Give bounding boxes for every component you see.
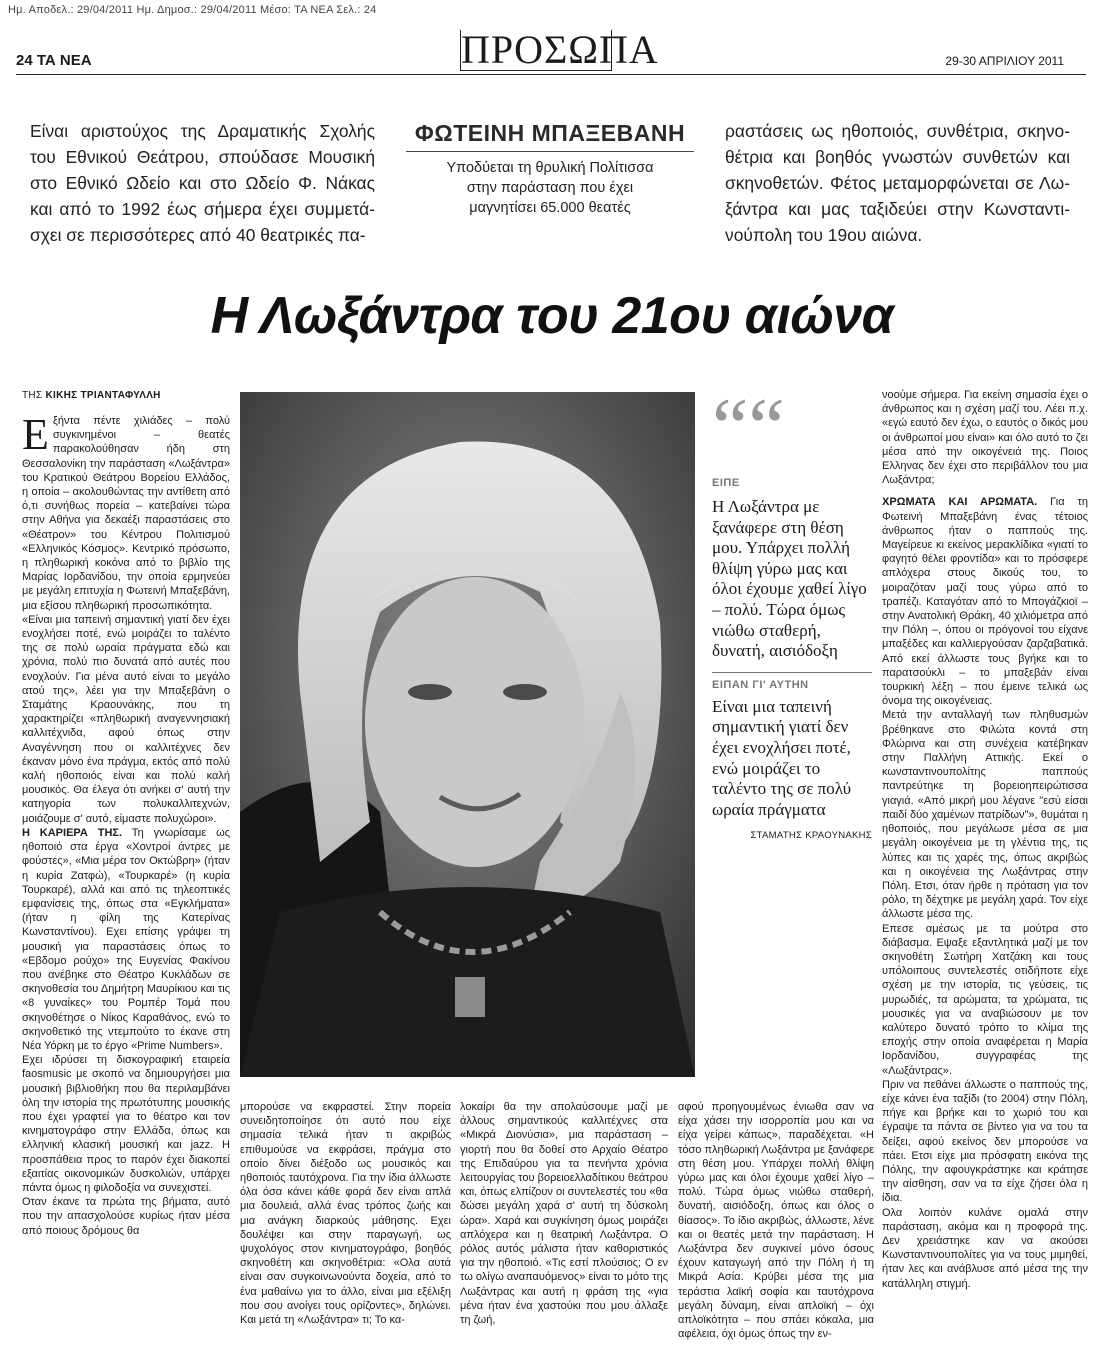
byline-prefix: ΤΗΣ [22, 390, 46, 401]
quote-label-said: ΕΙΠΕ [712, 477, 740, 489]
quote-attribution: ΣΤΑΜΑΤΗΣ ΚΡΑΟΥΝΑΚΗΣ [750, 830, 872, 842]
quote-text-said: Η Λωξάντρα με ξανάφερε στη θέση μου. Υπάρχει πολλή θλίψη γύρω μας και όλοι έχουμε χαθεί λίγο – πολύ. Τώρα όμως νιώθω σταθερή, δυνατή, αισιόδοξη [712, 497, 867, 661]
quote-label-about: ΕΙΠΑΝ ΓΙ' ΑΥΤΗΝ [712, 678, 809, 691]
paragraph: μπορούσε να εκφραστεί. Στην πορεία συνειδητοποίησε ότι αυτό που είχε σημασία τελικά ήταν τι ακριβώς επιθυμούσε να εκφράσει, πράγμα στο οποίο δίνει διέξοδο ως μουσικός και ηθοποιός ταυτόχρονα. Για την ίδια άλλωστε όλα όσα κάνει κάθε φορά δεν είναι απλά μια δουλειά, αλλά ένας τρόπος ζωής και μια ανάγκη διαρκούς μάθησης. Εχει δουλέψει και στην παραγωγή, ως ψυχολόγος στον κινηματογράφο, βοηθός σκηνοθέτη και σκηνοθέτρια: «Ολα αυτά είναι σαν συγκοινωνούντα δοχεία, από το ένα μαθαίνω για το άλλο, είναι μια εξέλιξη που σου ανοίγει τους ορίζοντες», δηλώνει. Και μετά τη «Λωξάντρα» τι; Το κα- [240, 1101, 451, 1327]
intro-right-line: σκηνοθετών. Φέτος μεταμορφώνεται σε Λω- [725, 173, 1070, 193]
byline-author: ΚΙΚΗΣ ΤΡΙΑΝΤΑΦΥΛΛΗ [45, 390, 161, 401]
intro-right [725, 118, 1070, 248]
intro-left-line: σχει σε περισσότερες από 40 θεατρικές πα- [30, 225, 366, 245]
issue-date: 29-30 ΑΠΡΙΛΙΟΥ 2011 [945, 54, 1064, 68]
paragraph-text: Για τη Φωτεινή Μπαξεβάνη ένας τέτοιος άνθρωπος ήταν ο παππούς της. Μαγείρευε κι εκείνος μερακλίδικα «γιατί το φαγητό θέλει φροντίδα» και το πρόσφερε απλόχερα στους δικούς του, το μοιραζόταν μαζί τους γύρω από το τραπέζι. Καταγόταν από το Μπογάζκιοϊ – στην Ανατολική Θράκη, 40 χιλιόμετρα από την Πόλη –, όπου οι πρόγονοί του είχανε μπαξέδες και καλλιεργούσαν ζαρζαβατικά. Από εκεί άλλωστε τους βγήκε και το παρατσούκλι – το μπαξεβάν είναι τουρκική λέξη – που έμεινε τελικά ως όνομα της οικογένειας. [882, 496, 1088, 708]
header-rule [16, 74, 1086, 75]
article-column-2 [240, 1100, 451, 1327]
quote-marks-glyph: “ [748, 381, 785, 472]
paragraph: «Είναι μια ταπεινή σημαντική γιατί δεν έχει ενοχλήσει ποτέ, ενώ μοιράζει το ταλέντο της σε πολύ ωραία πράγματα εδώ και χρόνια, πολύ πιο δυνατά από αυτές που ενοχλούν. Για μένα αυτό είναι το μεγάλο ατού της», λέει για την Μπαξεβάνη ο Σταμάτης Κραουνάκης, που τη χαρακτηρίζει «πληθωρική αναγεννησιακή καλλιτέχνιδα, αφού όπως στην Αναγέννηση που οι καλλιτέχνες δεν έκαναν μόνο ένα πράγμα, εκτός από πολύ καλή ηθοποιός είναι και πολύ καλή μουσικός. Θα έλεγα ότι ανήκει σ' αυτή την κατηγορία των πολυκαλλιτεχνών, μοιάζουμε σ' αυτό, είμαστε πολυχώροι». [22, 613, 230, 825]
person-name: ΦΩΤΕΙΝΗ ΜΠΑΞΕΒΑΝΗ [406, 120, 694, 152]
paragraph: λοκαίρι θα την απολαύσουμε μαζί με άλλους σημαντικούς καλλιτέχνες στα «Μικρά Διονύσια», μια παράσταση – γιορτή που θα δοθεί στο Αρχαίο Θέατρο της Επιδαύρου για τα πενήντα χρόνια λειτουργίας του βορειοελλαδίτικου θεάτρου και, όπως ελπίζουν οι συντελεστές του «θα δώσει μεγάλη χαρά σ' αυτή τη δύσκολη ώρα». Χαρά και συγκίνηση όμως μοιράζει απλόχερα και η θεατρική Λωξάντρα. Ο ρόλος αυτός μάλιστα ήταν καθοριστικός για την ηθοποιό. «Τις εστί πλούσιος; Ο εν τω ολίγω αναπαυόμενος» είναι το μότο της Λωξάντρας και αυτή η φράση της «για μένα ήταν ένα χαστούκι που μου άλλαξε τη ζωή, [460, 1101, 668, 1327]
subtitle-line: μαγνητίσει 65.000 θεατές [469, 200, 631, 216]
intro-left [30, 118, 375, 248]
headline: Η Λωξάντρα του 21ου αιώνα [210, 287, 894, 345]
paragraph: αφού προηγουμένως ένιωθα σαν να είχα χάσει την ισορροπία μου και να είχα γείρει κάπως», παραδέχεται. «Η τόσο πληθωρική Λωξάντρα με ξανάφερε στη θέση μου. Υπάρχει πολλή θλίψη γύρω μας και όλοι έχουμε χαθεί λίγο – πολύ. Τώρα όμως νιώθω σταθερή, δυνατή, αισιόδοξη, όπως και όλος ο θίασος». Το ίδιο ακριβώς, άλλωστε, λένε και οι θεατές μετά την παράσταση. Η Λωξάντρα δεν συγκινεί μόνο όσους έχουν καταγωγή από την Πόλη ή τη Μικρά Ασία. Κρύβει μέσα της μια τεράστια λαϊκή σοφία και ταυτόχρονα μεγάλη δύναμη, είναι απλοϊκή – όχι απλοϊκότητα – που σπάει κόκαλα, μια αφέλεια, όχι όμως όπως την εν- [678, 1101, 874, 1341]
paragraph: Εχει ιδρύσει τη δισκογραφική εταιρεία faosmusic με σκοπό να δημιουργήσει μια μουσική βιβλιοθήκη που θα περιλαμβάνει όλη την ιστορία της πρωτότυπης μουσικής που έχει γραφτεί για το θέατρο και τον κινηματογράφο στην Ελλάδα, όπως και ελληνική κλασική μουσική και jazz. Η προσπάθεια προς το παρόν έχει διακοπεί εξαιτίας οικονομικών δυσκολιών, υπάρχει πάντα όμως η φιλοδοξία να συνεχιστεί. [22, 1054, 230, 1194]
intro-left-line: του Εθνικού Θεάτρου, σπούδασε Μουσική [30, 147, 375, 167]
paragraph: Ολα λοιπόν κυλάνε ομαλά στην παράσταση, ακόμα και η προφορά της. Δεν χρειάστηκε καν να ακούσει Κωνσταντινουπολίτες για να τους μιμηθεί, ήταν λες και ανάβλυσε από μέσα της την κατάλληλη στιγμή. [882, 1206, 1088, 1290]
paragraph [22, 410, 230, 613]
article-column-5 [882, 388, 1088, 1291]
subhead: ΧΡΩΜΑΤΑ ΚΑΙ ΑΡΩΜΑΤΑ. [882, 496, 1038, 509]
byline [22, 390, 161, 401]
paragraph: Οταν έκανε τα πρώτα της βήματα, αυτό που την απασχολούσε κυρίως ήταν μέσα από ποιους δρόμους θα [22, 1196, 230, 1237]
name-box [400, 120, 700, 218]
subhead: Η ΚΑΡΙΕΡΑ ΤΗΣ. [22, 826, 123, 839]
article-column-4 [678, 1100, 874, 1341]
subtitle-line: στην παράσταση που έχει [466, 180, 634, 196]
intro-left-line: Είναι αριστούχος της Δραματικής Σχολής [30, 121, 375, 141]
paragraph [22, 826, 230, 1053]
quote-marks-icon [712, 381, 872, 472]
section-title: ΠΡΟΣΩΠΑ [461, 27, 659, 72]
paragraph [882, 495, 1088, 708]
quote-marks-glyph: “ [712, 381, 749, 472]
paragraph: νοούμε σήμερα. Για εκείνη σημασία έχει ο άνθρωπος και η σχέση μαζί του. Λέει π.χ. «εγώ εαυτό δεν έχω, ο εαυτός ο δικός μου οι άνθρωποί μου είναι» και όλο αυτό το ζει μέσα από την οικογένειά της. Ποιος Ελληνας δεν έχει στο περιβάλλον του μια Λωξάντρα; [882, 389, 1088, 487]
portrait-photo [240, 392, 695, 1077]
name-subtitle [400, 158, 700, 218]
intro-right-line: θέτρια και βοηθός γνωστών συνθετών και [725, 147, 1070, 167]
paragraph-text: Τη γνωρίσαμε ως ηθοποιό στα έργα «Χοντροί άντρες με φούστες», «Μια μέρα τον Οκτώβρη» (ήταν η κυρία Ζατφώ), «Τουρκαρέ» (η κυρία Τουρκαρέ), αλλά και από τις τηλεοπτικές εμφανίσεις της, όπως στα «Εγκλήματα» (ήταν η φίλη της Κατερίνας Κωνσταντίνου). Εχει επίσης γράψει τη μουσική για παραστάσεις όπως το «Εβδομο ρούχο» της Ευγενίας Φακίνου που ανέβηκε στο Θέατρο Κυκλάδων σε σκηνοθεσία του Δημήτρη Μαυρίκιου και τις «8 γυναίκες» του Ρομπέρ Τομά που σκηνοθέτησε ο Νίκος Καραθάνος, ενώ το σκηνοθετικό της ντεμπούτο το έκανε στη Νέα Υόρκη με το έργο «Prime Numbers». [22, 826, 230, 1052]
intro-right-line: νούπολη του 19ου αιώνα. [725, 225, 923, 245]
quote-divider [712, 672, 872, 673]
article-column-1 [22, 410, 230, 1238]
paragraph: Επεσε αμέσως με τα μούτρα στο διάβασμα. Εψαξε εξαντλητικά μαζί με τον σκηνοθέτη Σωτήρη Χατζάκη και τους υπόλοιπους συντελεστές οτιδήποτε είχε σχέση με την ιστορία, τις γεύσεις, τις μυρωδιές, τα αρώματα, τα χρώματα, τις μουσικές για να αναβιώσουν με τον καλύτερο δυνατό τρόπο το κλίμα της εποχής στην οποία αναφέρεται η Μαρία Ιορδανίδου, συγγραφέας της «Λωξάντρας». [882, 922, 1088, 1077]
archive-meta: Ημ. Αποδελ.: 29/04/2011 Ημ. Δημοσ.: 29/04/2011 Μέσο: ΤΑ ΝΕΑ Σελ.: 24 [8, 4, 377, 16]
article-column-3 [460, 1100, 668, 1327]
paragraph: Πριν να πεθάνει άλλωστε ο παππούς της, είχε κάνει ένα ταξίδι (το 2004) στην Πόλη, πήγε και βρήκε και το χωριό του και έγραψε τα πάντα σε βίντεο για να του τα δείξει, αφού εκείνος δεν μπορούσε να πάει. Ετσι είχε μια πρόσφατη εικόνα της Πόλης, την αφουγκράστηκε και κράτησε την αίσθηση, σαν να τα είχε ζήσει όλα η ίδια. [882, 1078, 1088, 1205]
pull-quote [712, 381, 872, 842]
page-number: 24 ΤΑ ΝΕΑ [16, 52, 92, 69]
quote-text-about: Είναι μια ταπεινή σημαντική γιατί δεν έχει ενοχλήσει ποτέ, ενώ μοιράζει το ταλέντο της σε πολύ ωραία πράγματα [712, 696, 852, 819]
intro-left-line: στο Εθνικό Ωδείο και στο Ωδείο Φ. Νάκας [30, 173, 375, 193]
paragraph: Μετά την ανταλλαγή των πληθυσμών βρέθηκανε στο Φιλώτα κοντά στη Φλώρινα και στη συνέχεια κατέβηκαν στην Παλλήνη Αττικής. Εκεί ο κωνσταντινουπολίτης παππούς παντρεύτηκε τη βορειοηπειρώτισσα γιαγιά. «Από μικρή μου λέγανε "εσύ είσαι παιδί δύο χαμένων πατρίδων"», θυμάται η ηθοποιός, που μεγάλωσε μέσα σε μια μεγάλη οικογένεια με τη γλέντια της, τις λύπες και τις χαρές της, όπως ακριβώς και η οικογένεια της Λωξάντρας στην Πόλη. Ετσι, όταν ήρθε η πρόταση για τον ρόλο, τη δέχτηκε με μεγάλη χαρά. Τον είχε άλλωστε μέσα της. [882, 709, 1088, 921]
lead-text: ξήντα πέντε χιλιάδες – πολύ συγκινημένοι – θεατές παρακολούθησαν ήδη στη Θεσσαλονίκη την παράσταση «Λωξάντρα» του Κρατικού Θεάτρου Βορείου Ελλάδος, η οποία – ακολουθώντας την αντίθετη από ό,τι συνήθως πορεία – κατεβαίνει τώρα στην Αθήνα για δεκαέξι παραστάσεις στο «Θέατρον» του Κέντρου Πολιτισμού «Ελληνικός Κόσμος». Κεντρικό πρόσωπο, η πληθωρική κοκόνα από το βιβλίο της Μαρίας Ιορδανίδου, την οποία ερμηνεύει με μεγάλη επιτυχία η Φωτεινή Μπαξεβάνη, μια εξίσου πληθωρική προσωπικότητα. [22, 415, 230, 612]
subtitle-line: Υποδύεται τη θρυλική Πολίτισσα [446, 160, 654, 176]
intro-right-line: ραστάσεις ως ηθοποιός, συνθέτρια, σκηνο- [725, 121, 1070, 141]
intro-right-line: ξάντρα και μας ταξιδεύει στην Κωνσταντι- [725, 199, 1070, 219]
intro-left-line: και από το 1992 έως σήμερα έχει συμμετά- [30, 199, 375, 219]
drop-cap: Ε [22, 410, 49, 459]
